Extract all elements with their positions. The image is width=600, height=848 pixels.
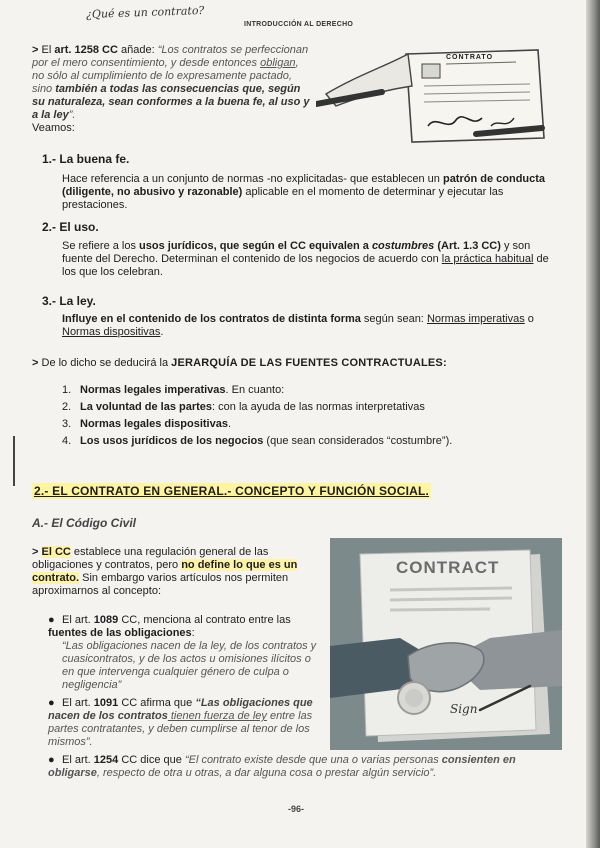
heading-uso: 2.- El uso. xyxy=(42,220,99,234)
article-1091-item: ● El art. 1091 CC afirma que “Las obligaciones que nacen de los contratos tienen fuerza de ley entre las partes contratantes, y deben cumplirse al tenor de los mismos”. xyxy=(48,697,313,748)
article-1254-item: ● El art. 1254 CC dice que “El contrato existe desde que una o varias personas consienten en obligarse, respecto de otra u otras, a dar alguna cosa o prestar algún servicio”. xyxy=(48,754,516,779)
uso-text: Se refiere a los usos jurídicos, que según el CC equivalen a costumbres (Art. 1.3 CC) y son fuente del Derecho. Determinan el contenido de los negocios de acuerdo con la práctica habitual de los que los celebran. xyxy=(62,240,549,278)
list-item: 2. La voluntad de las partes: con la ayuda de las normas interpretativas xyxy=(62,401,425,413)
list-item: 1. Normas legales imperativas. En cuanto: xyxy=(62,384,285,396)
page-number: -96- xyxy=(288,804,305,814)
heading-ley: 3.- La ley. xyxy=(42,294,96,308)
buena-fe-text: Hace referencia a un conjunto de normas -no explicitadas- que establecen un patrón de conducta (diligente, no abusivo y razonable) aplicable en el momento de determinar y ejecutar las prestaciones. xyxy=(62,173,546,211)
subsection-title: A.- El Código Civil xyxy=(32,516,136,530)
bullet-icon: ● xyxy=(48,697,55,709)
hierarchy-list xyxy=(62,384,542,448)
book-spine-edge xyxy=(586,0,600,848)
illustration-doc-title: CONTRATO xyxy=(446,54,494,61)
section-title: 2.- EL CONTRATO EN GENERAL.- CONCEPTO Y FUNCIÓN SOCIAL. xyxy=(34,484,430,498)
ley-text: Influye en el contenido de los contratos de distinta forma según sean: Normas imperativas o Normas dispositivas. xyxy=(62,313,534,338)
list-item: 3. Normas legales dispositivas. xyxy=(62,418,232,430)
running-header: INTRODUCCIÓN AL DERECHO xyxy=(244,21,354,28)
intro-paragraph: > El art. 1258 CC añade: “Los contratos se perfeccionan por el mero consentimiento, y desde entonces obligan, no sólo al cumplimiento de lo expresamente pactado, sino también a todas las consecuencias que, según su naturaleza, sean conformes a la buena fe, al uso y a la ley”. Veamos: xyxy=(32,44,310,134)
contract-handshake-image xyxy=(330,538,562,750)
hierarchy-heading: > De lo dicho se deducirá la JERARQUÍA DE LAS FUENTES CONTRACTUALES: xyxy=(32,357,447,369)
bullet-icon: ● xyxy=(48,614,55,626)
signature-text: Sign xyxy=(450,702,478,716)
bullet-icon: ● xyxy=(48,754,55,766)
contract-pen-illustration xyxy=(316,46,546,146)
margin-pen-mark xyxy=(13,436,15,486)
contract-heading-text: CONTRACT xyxy=(396,558,500,577)
article-ref: art. 1258 CC xyxy=(54,44,118,56)
list-item: 4. Los usos jurídicos de los negocios (que sean considerados “costumbre”). xyxy=(62,435,453,447)
cc-paragraph: > El CC establece una regulación general de las obligaciones y contratos, pero no define lo que es un contrato. Sin embargo varios artículos nos permiten aproximarnos al concepto: xyxy=(32,546,298,597)
contract-paper-icon xyxy=(316,46,546,146)
heading-buena-fe: 1.- La buena fe. xyxy=(42,152,130,166)
article-1089-item: ● El art. 1089 CC, menciona al contrato entre las fuentes de las obligaciones: “Las obligaciones nacen de la ley, de los contratos y cuasicontratos, y de los actos u omisiones ilícitos o en que intervenga cualquier género de culpa o negligencia” xyxy=(48,614,317,691)
handwritten-title: ¿Qué es un contrato? xyxy=(85,3,205,22)
